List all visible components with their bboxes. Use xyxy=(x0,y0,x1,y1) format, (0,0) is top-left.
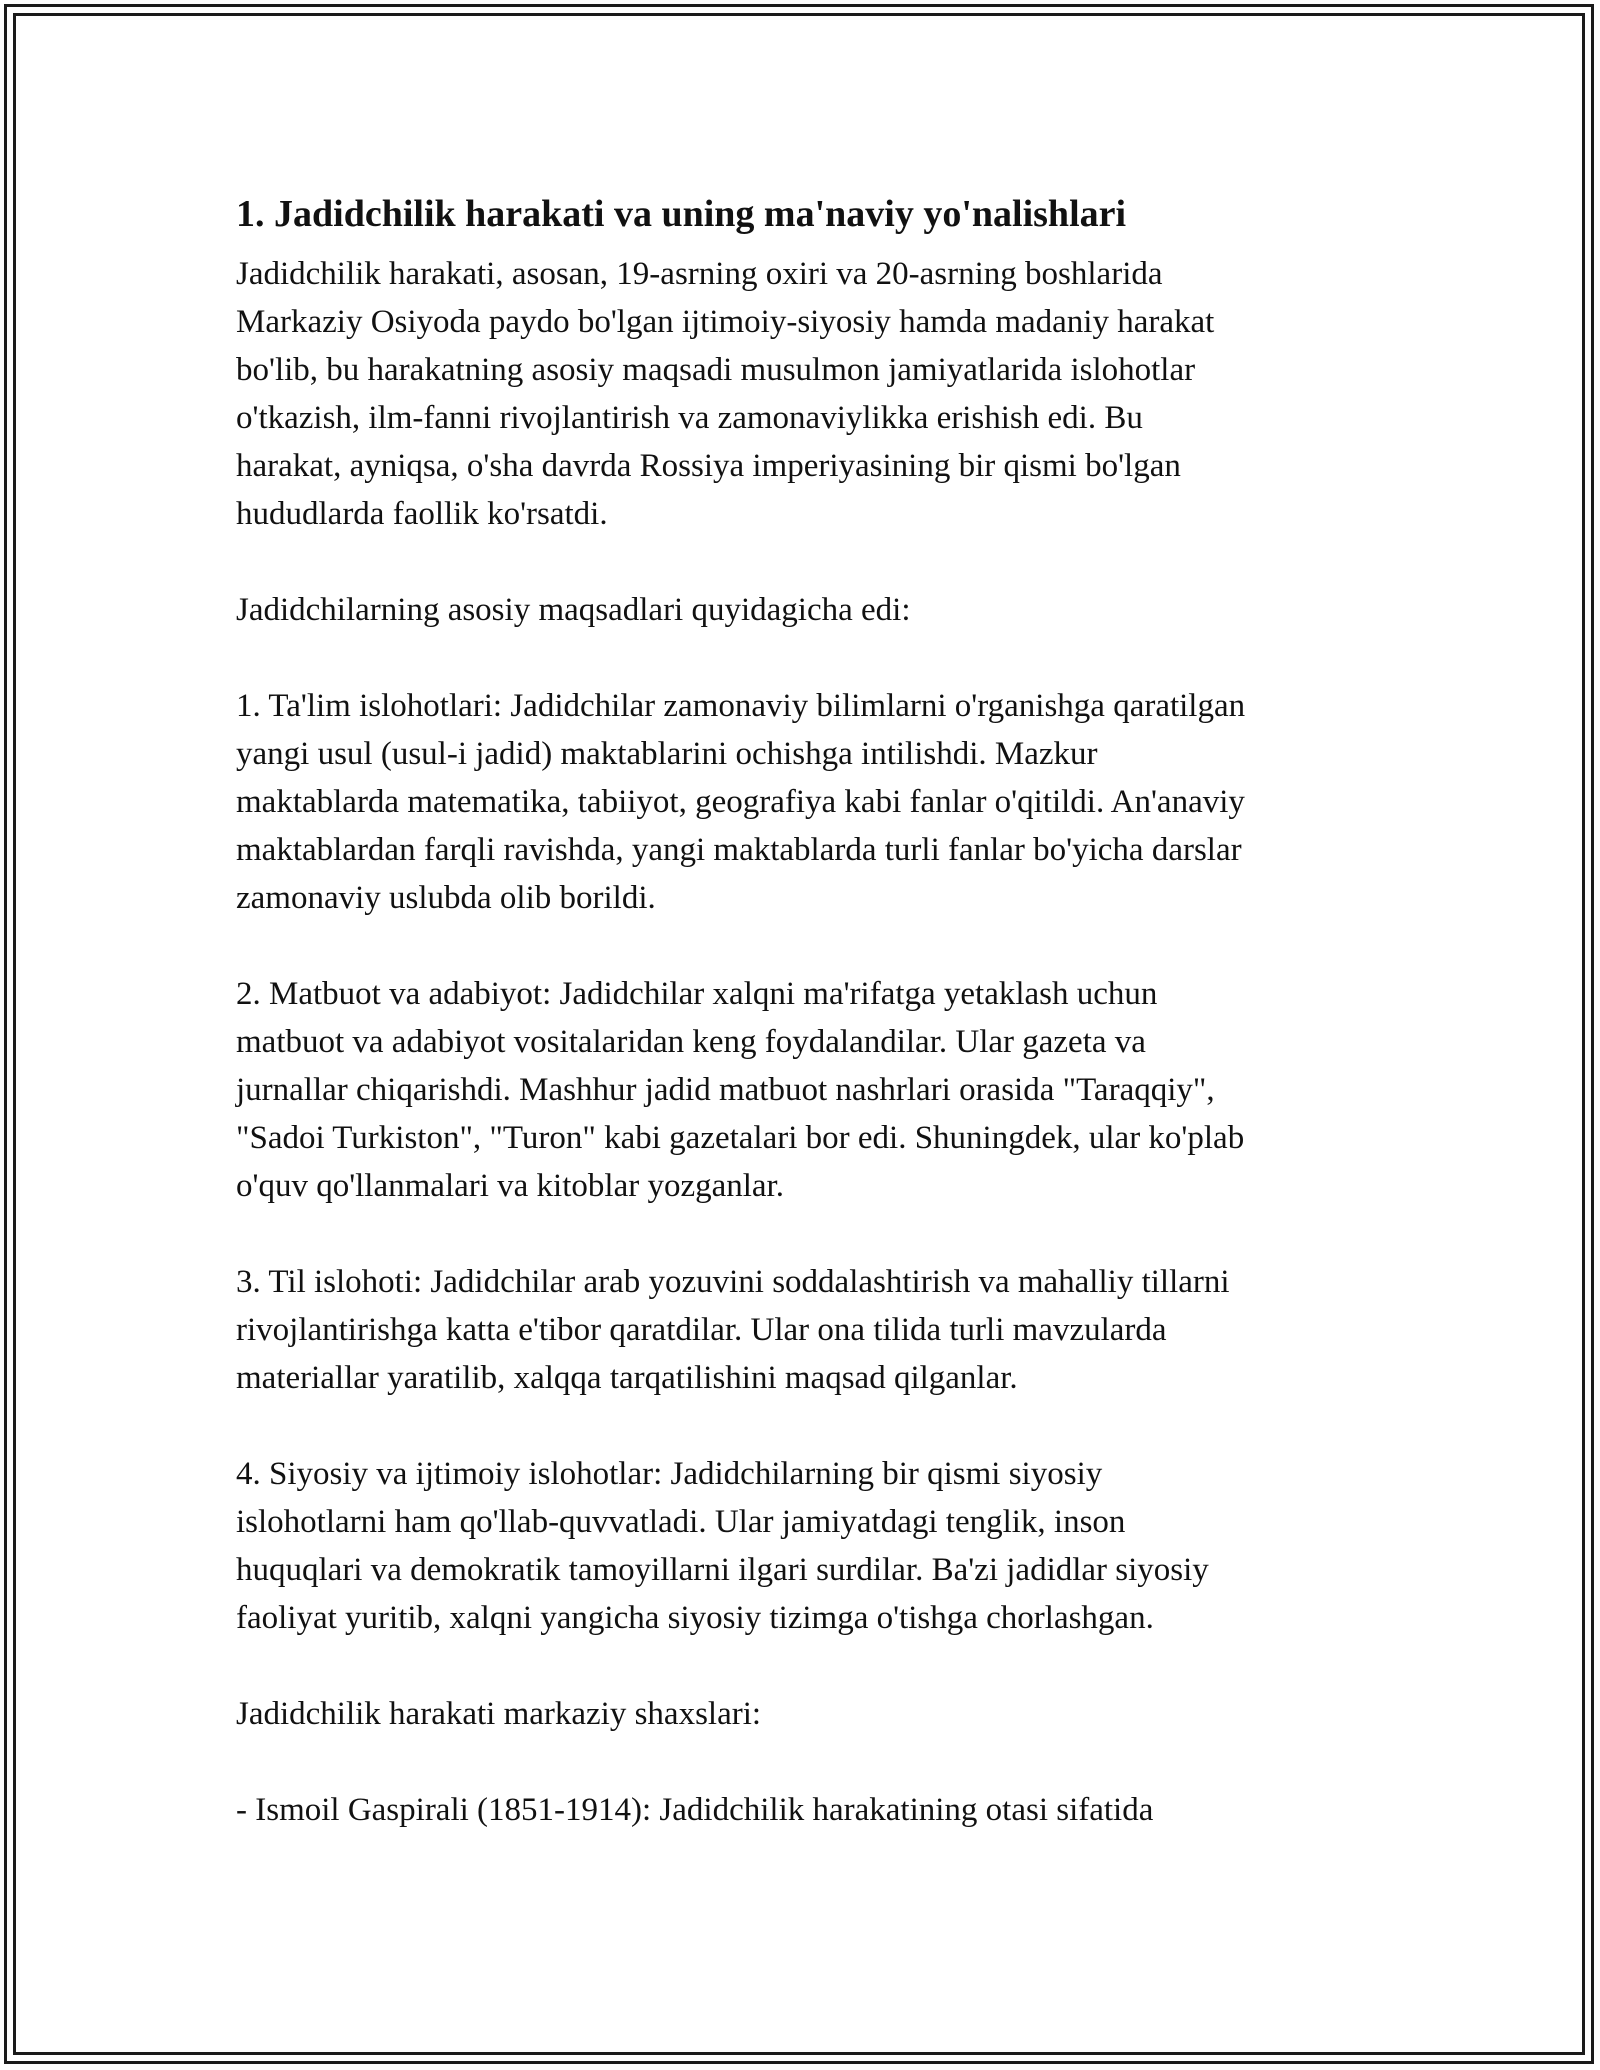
list-item-political-social-reform: 4. Siyosiy va ijtimoiy islohotlar: Jadidchilarning bir qismi siyosiy islohotlarni ham qo'llab-quvvatladi. Ular jamiyatdagi tenglik, inson huquqlari va demokratik tamoyillarni ilgari surdilar. Ba'zi jadidlar siyosiy faoliyat yuritib, xalqni yangicha siyosiy tizimga o'tishga chorlashgan. xyxy=(236,1456,1209,1636)
paragraph-spacer xyxy=(236,1210,1396,1258)
goals-intro-paragraph: Jadidchilarning asosiy maqsadlari quyidagicha edi: xyxy=(236,592,911,628)
list-item-education-reform: 1. Ta'lim islohotlari: Jadidchilar zamonaviy bilimlarni o'rganishga qaratilgan yangi usul (usul-i jadid) maktablarini ochishga intilishdi. Mazkur maktablarda matematika, tabiiyot, geografiya kabi fanlar o'qitildi. An'anaviy maktablardan farqli ravishda, yangi maktablarda turli fanlar bo'yicha darslar zamonaviy uslubda olib borildi. xyxy=(236,688,1246,916)
intro-paragraph: Jadidchilik harakati, asosan, 19-asrning oxiri va 20-asrning boshlarida Markaziy Osiyoda paydo bo'lgan ijtimoiy-siyosiy hamda madaniy harakat bo'lib, bu harakatning asosiy maqsadi musulmon jamiyatlarida islohotlar o'tkazish, ilm-fanni rivojlantirish va zamonaviylikka erishish edi. Bu harakat, ayniqsa, o'sha davrda Rossiya imperiyasining bir qismi bo'lgan hududlarda faollik ko'rsatdi. xyxy=(236,256,1215,532)
document-body xyxy=(236,188,1396,1834)
section-heading: 1. Jadidchilik harakati va uning ma'naviy yo'nalishlari xyxy=(236,193,1127,235)
paragraph-spacer xyxy=(236,1402,1396,1450)
list-item-key-figure: - Ismoil Gaspirali (1851-1914): Jadidchilik harakatining otasi sifatida xyxy=(236,1792,1154,1828)
paragraph-spacer xyxy=(236,1738,1396,1786)
paragraph-spacer xyxy=(236,922,1396,970)
paragraph-spacer xyxy=(236,538,1396,586)
key-figures-intro-paragraph: Jadidchilik harakati markaziy shaxslari: xyxy=(236,1696,762,1732)
paragraph-spacer xyxy=(236,634,1396,682)
list-item-press-literature: 2. Matbuot va adabiyot: Jadidchilar xalqni ma'rifatga yetaklash uchun matbuot va adabiyot vositalaridan keng foydalandilar. Ular gazeta va jurnallar chiqarishdi. Mashhur jadid matbuot nashrlari orasida "Taraqqiy", "Sadoi Turkiston", "Turon" kabi gazetalari bor edi. Shuningdek, ular ko'plab o'quv qo'llanmalari va kitoblar yozganlar. xyxy=(236,976,1245,1204)
list-item-language-reform: 3. Til islohoti: Jadidchilar arab yozuvini soddalashtirish va mahalliy tillarni rivojlantirishga katta e'tibor qaratdilar. Ular ona tilida turli mavzularda materiallar yaratilib, xalqqa tarqatilishini maqsad qilganlar. xyxy=(236,1264,1230,1396)
paragraph-spacer xyxy=(236,1642,1396,1690)
